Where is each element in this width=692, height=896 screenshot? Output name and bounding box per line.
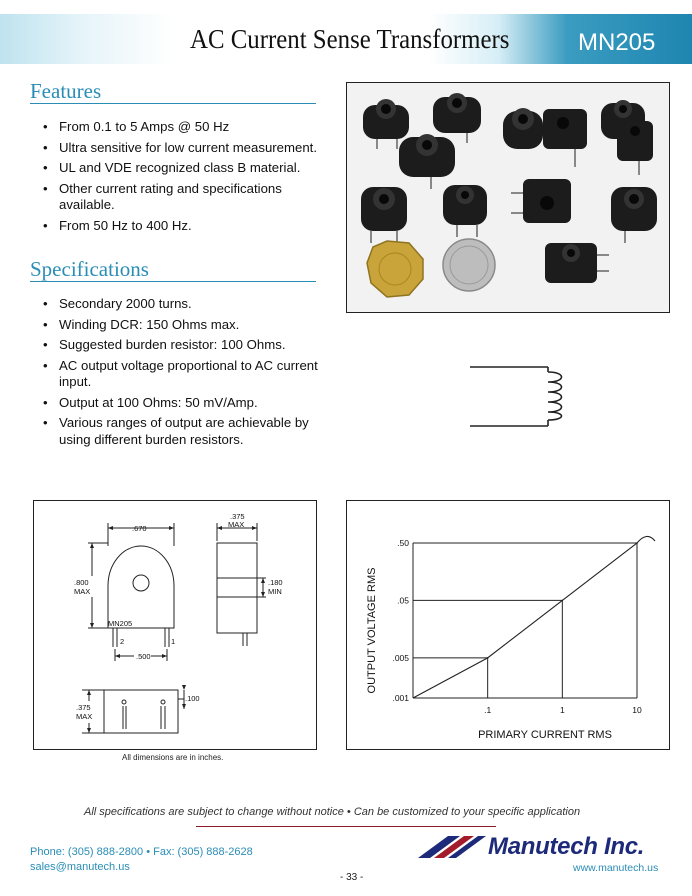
x-tick-label: 10 bbox=[632, 705, 642, 715]
footer-rule bbox=[196, 826, 496, 827]
dim-bottom-height: .375 bbox=[76, 703, 91, 712]
coil-schematic bbox=[470, 360, 580, 430]
part-label: MN205 bbox=[108, 619, 133, 628]
dim-bottom-offset: .100 bbox=[185, 694, 200, 703]
feature-item: • Other current rating and specifications available. bbox=[43, 181, 323, 214]
y-tick-label: .001 bbox=[392, 693, 409, 703]
spec-item: • AC output voltage proportional to AC current input. bbox=[43, 358, 323, 391]
spec-item: • Suggested burden resistor: 100 Ohms. bbox=[43, 337, 323, 354]
product-photo bbox=[346, 82, 670, 313]
data-point bbox=[636, 542, 638, 544]
x-tick-label: .1 bbox=[484, 705, 492, 715]
footer-disclaimer: All specifications are subject to change without notice • Can be customized to your specific application bbox=[84, 806, 581, 818]
feature-item: • Ultra sensitive for low current measurement. bbox=[43, 140, 323, 157]
y-tick-label: .05 bbox=[397, 595, 409, 606]
specifications-heading: Specifications bbox=[30, 257, 149, 281]
spec-item: • Various ranges of output are achievable by using different burden resistors. bbox=[43, 415, 323, 448]
specifications-list bbox=[43, 296, 323, 452]
series-line bbox=[413, 536, 655, 698]
y-tick-label: .005 bbox=[392, 652, 409, 663]
dimension-drawing-svg bbox=[34, 501, 315, 748]
dim-pin-len-min: MIN bbox=[268, 587, 282, 596]
response-chart bbox=[346, 500, 670, 750]
company-logo-text: Manutech Inc. bbox=[488, 833, 645, 860]
data-point bbox=[562, 600, 564, 602]
dim-height-max: MAX bbox=[74, 587, 91, 596]
contact-email[interactable]: sales@manutech.us bbox=[30, 861, 130, 873]
feature-item: • From 0.1 to 5 Amps @ 50 Hz bbox=[43, 119, 323, 136]
dim-width-top: .670 bbox=[132, 524, 147, 533]
pin1-label: 1 bbox=[171, 637, 176, 646]
page-title: AC Current Sense Transformers bbox=[190, 24, 510, 54]
features-heading: Features bbox=[30, 79, 102, 103]
spec-item: • Winding DCR: 150 Ohms max. bbox=[43, 317, 323, 334]
company-logo-icon bbox=[418, 832, 488, 860]
dim-pin-len: .180 bbox=[268, 578, 283, 587]
x-tick-label: 1 bbox=[559, 705, 565, 715]
specifications-rule bbox=[30, 281, 316, 282]
spec-item: • Output at 100 Ohms: 50 mV/Amp. bbox=[43, 395, 323, 412]
feature-item: • From 50 Hz to 400 Hz. bbox=[43, 218, 323, 235]
dim-bottom-height-max: MAX bbox=[76, 712, 93, 721]
dim-depth-max: MAX bbox=[228, 520, 245, 529]
model-number: MN205 bbox=[578, 29, 656, 56]
dim-pin-spacing: .500 bbox=[136, 652, 151, 661]
header-banner bbox=[0, 14, 692, 64]
x-axis-title: PRIMARY CURRENT RMS bbox=[478, 729, 612, 741]
company-website[interactable]: www.manutech.us bbox=[573, 862, 659, 874]
y-tick-label: .50 bbox=[397, 538, 409, 548]
dim-height: .800 bbox=[74, 578, 89, 587]
contact-phone: Phone: (305) 888-2800 • Fax: (305) 888-2628 bbox=[30, 846, 253, 858]
page-number: - 33 - bbox=[340, 872, 364, 883]
product-photo-illustration bbox=[347, 83, 668, 311]
y-axis-title: OUTPUT VOLTAGE RMS bbox=[366, 567, 378, 694]
spec-item: • Secondary 2000 turns. bbox=[43, 296, 323, 313]
drawing-caption: All dimensions are in inches. bbox=[122, 753, 224, 762]
dim-depth: .375 bbox=[230, 512, 245, 521]
features-list bbox=[43, 119, 323, 238]
pin2-label: 2 bbox=[120, 637, 125, 646]
feature-item: • UL and VDE recognized class B material. bbox=[43, 160, 323, 177]
data-point bbox=[487, 657, 489, 659]
features-rule bbox=[30, 103, 316, 104]
response-chart-svg bbox=[347, 501, 668, 748]
dimension-drawing bbox=[33, 500, 317, 750]
